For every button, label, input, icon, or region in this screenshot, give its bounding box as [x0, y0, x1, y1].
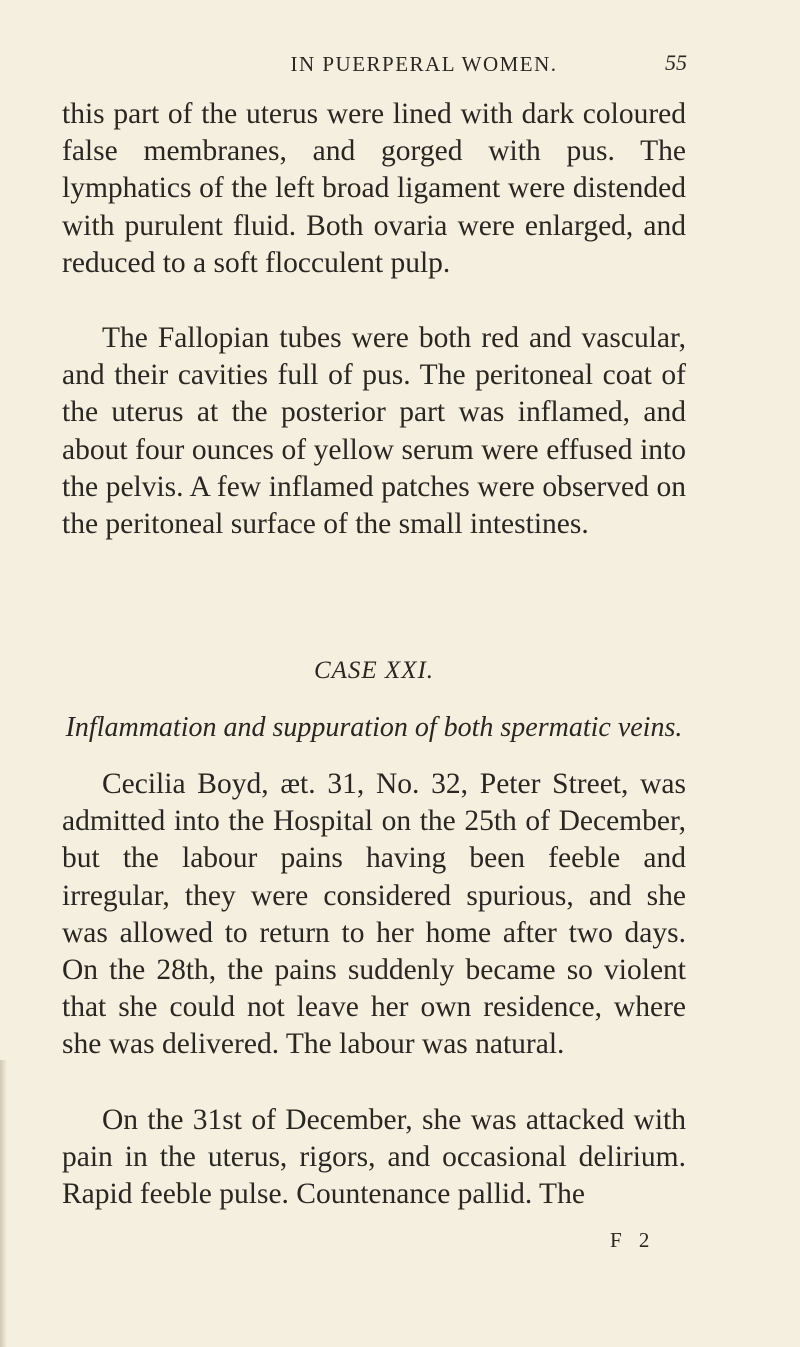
running-head: IN PUERPERAL WOMEN. — [290, 52, 558, 76]
paragraph-1: this part of the uterus were lined with dark coloured false membranes, and gorged with pus. The lymphatics of the left broad ligament were distended with purulent fluid. Both ovaria were enlarged, and reduced to a soft flocculent pulp. — [62, 98, 686, 279]
page-number: 55 — [665, 50, 687, 75]
paragraph-4: On the 31st of December, she was attacked with pain in the uterus, rigors, and occasional delirium. Rapid feeble pulse. Countenance pallid. The — [62, 1104, 686, 1211]
paragraph-2: The Fallopian tubes were both red and vascular, and their cavities full of pus. The peritoneal coat of the uterus at the posterior part was inflamed, and about four ounces of yellow serum were effused into the pelvis. A few inflamed patches were observed on the peritoneal surface of the small intestines. — [62, 322, 686, 541]
case-subtitle: Inflammation and suppuration of both spermatic veins. — [65, 712, 683, 743]
paragraph-3: Cecilia Boyd, æt. 31, No. 32, Peter Street, was admitted into the Hospital on the 25th of December, but the labour pains having been feeble and irregular, they were considered spurious, and she was allowed to return to her home after two days. On the 28th, the pains suddenly became so violent that she could not leave her own residence, where she was delivered. The labour was natural. — [62, 768, 686, 1061]
case-title: CASE XXI. — [313, 657, 435, 684]
page-edge-shadow — [0, 1060, 7, 1347]
signature-mark: F 2 — [610, 1228, 656, 1252]
